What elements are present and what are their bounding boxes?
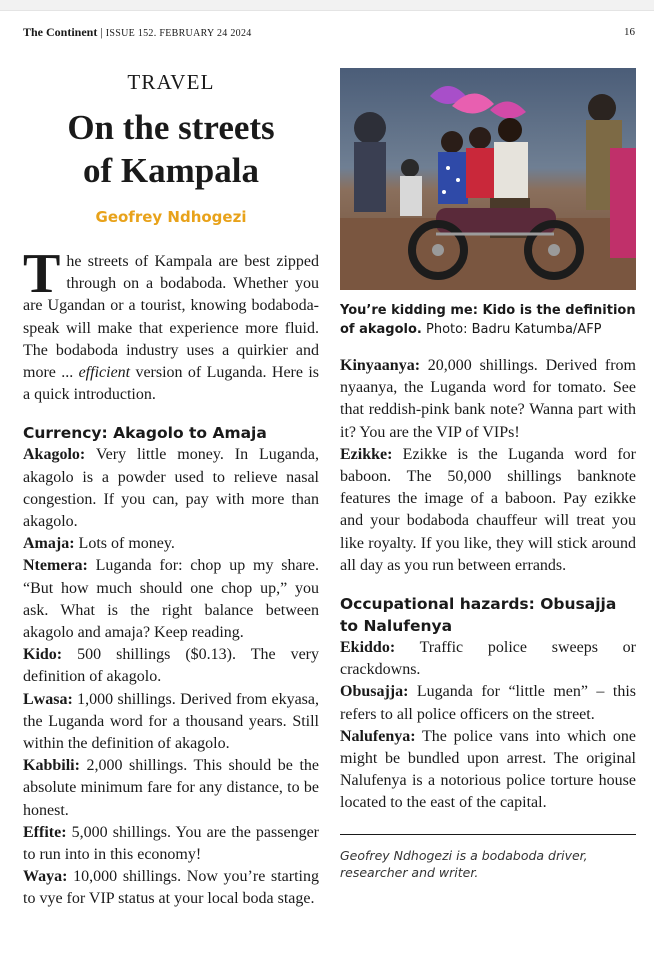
glossary-entry <box>23 533 319 555</box>
page-header <box>23 23 635 41</box>
right-column <box>340 68 636 881</box>
left-column <box>23 68 319 911</box>
currency-list-right <box>340 355 636 577</box>
currency-heading: Currency: Akagolo to Amaja <box>23 424 267 443</box>
article-photo <box>340 68 636 290</box>
glossary-definition: 1,000 shillings. Derived from ekyasa, the Luganda word for a thousand years. Still within the definition of akagolo. <box>23 690 319 753</box>
glossary-term: Akagolo: <box>23 446 86 464</box>
glossary-definition: 500 shillings ($0.13). The very definition of akagolo. <box>23 646 319 686</box>
currency-list-left <box>23 444 319 910</box>
glossary-term: Ekiddo: <box>340 639 396 657</box>
glossary-entry <box>340 355 636 444</box>
glossary-definition: 2,000 shillings. This should be the absolute minimum fare for any distance, to be honest. <box>23 757 319 819</box>
glossary-definition: 20,000 shillings. Derived from nyaanya, the Luganda word for tomato. See that reddish-pink bank note? Wanna part with it? You are the VIP of VIPs! <box>340 357 636 441</box>
glossary-term: Amaja: <box>23 535 75 553</box>
title-line-1: On the streets <box>67 108 275 147</box>
glossary-definition: 5,000 shillings. You are the passenger to run into in this economy! <box>23 823 319 864</box>
header-separator: | <box>100 25 103 39</box>
title-line-2: of Kampala <box>83 151 259 190</box>
bio-divider <box>340 834 636 835</box>
article-title <box>23 106 319 192</box>
caption-lead: You’re kidding me: Kido is the definition of akagolo. <box>340 303 636 337</box>
glossary-entry <box>340 726 636 815</box>
glossary-entry <box>23 755 319 822</box>
glossary-definition: Luganda for: chop up my share. “But how much should one chop up,” you ask. What is the right balance between akagolo and amaja? Keep reading. <box>23 557 319 642</box>
author-bio: Geofrey Ndhogezi is a bodaboda driver, researcher and writer. <box>340 847 588 880</box>
glossary-term: Obusajja: <box>340 683 409 701</box>
glossary-entry <box>23 822 319 866</box>
intro-text-2: version of Luganda. Here is a quick introduction. <box>23 364 320 404</box>
glossary-entry <box>23 444 319 533</box>
glossary-term: Kabbili: <box>23 757 80 775</box>
glossary-definition: 10,000 shillings. Now you’re starting to vye for VIP status at your local boda stage. <box>23 868 319 908</box>
photo-illustration <box>340 68 636 290</box>
intro-text-1: he streets of Kampala are best zipped through on a bodaboda. Whether you are Ugandan or a tourist, knowing bodaboda-speak will make that experience more fluid. The bodaboda industry uses a quirkier and more ... <box>23 253 319 382</box>
intro-paragraph <box>23 243 320 406</box>
hazards-list <box>340 637 636 815</box>
glossary-term: Lwasa: <box>23 690 73 708</box>
glossary-definition: Lots of money. <box>74 535 175 553</box>
glossary-term: Ezikke: <box>340 445 393 463</box>
glossary-entry <box>340 681 636 725</box>
glossary-definition: Luganda for “little men” – this refers to all police officers on the street. <box>340 683 636 723</box>
intro-emphasis: efficient <box>78 364 131 382</box>
glossary-term: Waya: <box>23 868 68 886</box>
glossary-term: Kinyaanya: <box>340 357 421 374</box>
drop-cap: T <box>23 243 61 305</box>
glossary-term: Nalufenya: <box>340 727 416 745</box>
publication-name: The Continent <box>23 25 98 39</box>
glossary-entry <box>23 689 319 756</box>
page-number: 16 <box>624 26 635 38</box>
hazards-heading: Occupational hazards: Obusajja to Nalufenya <box>340 595 617 636</box>
glossary-term: Effite: <box>23 823 67 841</box>
top-bar <box>0 0 654 11</box>
byline: Geofrey Ndhogezi <box>95 208 247 226</box>
glossary-definition: Ezikke is the Luganda word for baboon. The 50,000 shillings banknote features the image of a baboon. Pay ezikke and your bodaboda chauffeur will treat you like royalty. If you like, they will stick around all day as you run between errands. <box>340 445 636 574</box>
glossary-entry <box>340 637 636 681</box>
glossary-entry <box>23 555 319 644</box>
issue-info: ISSUE 152. FEBRUARY 24 2024 <box>105 28 252 39</box>
glossary-entry <box>23 866 319 910</box>
glossary-definition: The police vans into which one might be bundled upon arrest. The original Nalufenya is a notorious police torture house located to the east of the capital. <box>340 727 636 812</box>
glossary-definition: Very little money. In Luganda, akagolo is a powder used to relieve nasal congestion. If you can, pay with more than akagolo. <box>23 446 319 531</box>
caption-credit: Photo: Badru Katumba/AFP <box>421 322 602 337</box>
glossary-term: Kido: <box>23 646 63 664</box>
section-label: TRAVEL <box>127 70 215 94</box>
glossary-term: Ntemera: <box>23 557 88 575</box>
photo-caption <box>340 301 636 339</box>
glossary-entry <box>23 644 319 688</box>
glossary-definition: Traffic police sweeps or crackdowns. <box>340 639 636 679</box>
glossary-entry <box>340 444 636 577</box>
